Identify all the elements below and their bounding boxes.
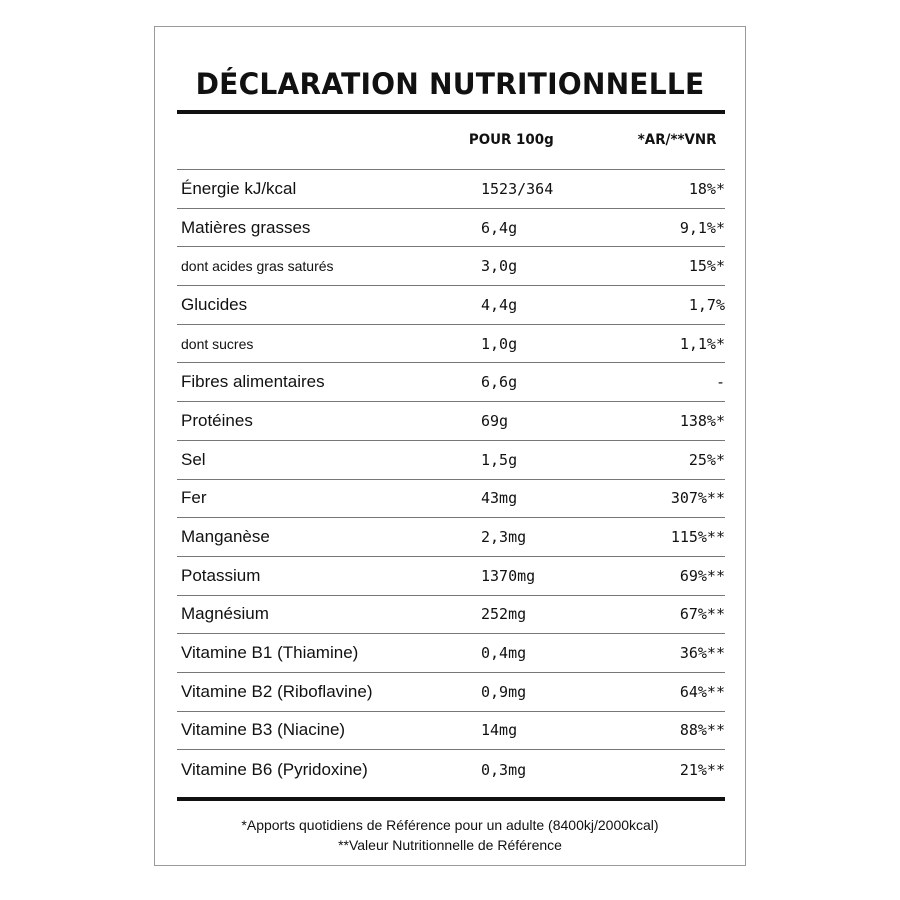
nutrient-name: Protéines xyxy=(181,410,253,430)
nutrient-ar-vnr: 18%* xyxy=(688,179,725,198)
nutrient-ar-vnr: 36%** xyxy=(679,644,725,663)
title-divider xyxy=(177,110,725,114)
nutrient-name: Énergie kJ/kcal xyxy=(181,178,297,198)
table-row xyxy=(177,247,725,286)
column-header-ar-vnr: *AR/**VNR xyxy=(637,132,717,148)
nutrient-name: dont sucres xyxy=(181,335,254,352)
nutrient-ar-vnr: 64%** xyxy=(679,682,725,701)
table-row xyxy=(177,634,725,673)
nutrient-ar-vnr: - xyxy=(715,373,725,392)
table-row xyxy=(177,480,725,519)
nutrient-name: Glucides xyxy=(181,294,248,314)
nutrition-label-panel xyxy=(154,26,746,866)
table-row xyxy=(177,673,725,712)
nutrient-name: Matières grasses xyxy=(181,217,311,237)
column-header-per-100g: POUR 100g xyxy=(468,132,554,148)
nutrient-per-100g: 252mg xyxy=(481,605,527,624)
nutrient-per-100g: 6,4g xyxy=(481,218,518,237)
table-row xyxy=(177,557,725,596)
nutrient-name: Fer xyxy=(181,488,207,508)
nutrient-ar-vnr: 1,7% xyxy=(688,295,725,314)
nutrient-name: Magnésium xyxy=(181,604,269,624)
nutrient-name: Potassium xyxy=(181,565,261,585)
table-header xyxy=(177,124,717,160)
nutrient-name: Vitamine B2 (Riboflavine) xyxy=(181,681,373,701)
nutrient-per-100g: 0,3mg xyxy=(481,760,527,779)
nutrient-ar-vnr: 15%* xyxy=(688,257,725,276)
table-row xyxy=(177,750,725,789)
table-row xyxy=(177,712,725,751)
table-row xyxy=(177,209,725,248)
table-row xyxy=(177,170,725,209)
nutrition-table xyxy=(177,170,725,789)
nutrient-ar-vnr: 21%** xyxy=(679,760,725,779)
nutrient-name: Vitamine B6 (Pyridoxine) xyxy=(181,759,368,779)
nutrient-per-100g: 2,3mg xyxy=(481,528,527,547)
footnote-ar: *Apports quotidiens de Référence pour un adulte (8400kj/2000kcal) xyxy=(241,817,659,833)
nutrient-per-100g: 6,6g xyxy=(481,373,518,392)
nutrient-ar-vnr: 307%** xyxy=(670,489,725,508)
table-row xyxy=(177,325,725,364)
footer-divider xyxy=(177,797,725,801)
nutrient-per-100g: 1370mg xyxy=(481,566,536,585)
nutrient-per-100g: 69g xyxy=(481,411,509,430)
nutrient-ar-vnr: 1,1%* xyxy=(679,334,725,353)
table-row xyxy=(177,402,725,441)
table-row xyxy=(177,596,725,635)
nutrient-per-100g: 4,4g xyxy=(481,295,518,314)
nutrient-per-100g: 43mg xyxy=(481,489,518,508)
nutrient-ar-vnr: 88%** xyxy=(679,721,725,740)
nutrient-per-100g: 1,5g xyxy=(481,450,518,469)
table-row xyxy=(177,518,725,557)
nutrient-ar-vnr: 9,1%* xyxy=(679,218,725,237)
nutrient-name: Manganèse xyxy=(181,527,270,547)
nutrient-per-100g: 0,9mg xyxy=(481,682,527,701)
nutrient-ar-vnr: 115%** xyxy=(670,528,725,547)
nutrient-ar-vnr: 67%** xyxy=(679,605,725,624)
nutrient-ar-vnr: 69%** xyxy=(679,566,725,585)
table-row xyxy=(177,363,725,402)
nutrient-name: dont acides gras saturés xyxy=(181,258,334,275)
nutrient-per-100g: 3,0g xyxy=(481,257,518,276)
nutrient-name: Vitamine B3 (Niacine) xyxy=(181,720,346,740)
nutrient-name: Sel xyxy=(181,449,206,469)
nutrient-per-100g: 0,4mg xyxy=(481,644,527,663)
nutrient-per-100g: 1523/364 xyxy=(481,179,554,198)
nutrient-ar-vnr: 25%* xyxy=(688,450,725,469)
nutrient-name: Vitamine B1 (Thiamine) xyxy=(181,643,359,663)
nutrient-name: Fibres alimentaires xyxy=(181,372,325,392)
nutrient-per-100g: 14mg xyxy=(481,721,518,740)
page-title: DÉCLARATION NUTRITIONNELLE xyxy=(195,67,705,101)
footnote-vnr: **Valeur Nutritionnelle de Référence xyxy=(338,837,562,853)
table-row xyxy=(177,286,725,325)
nutrient-ar-vnr: 138%* xyxy=(679,411,725,430)
table-row xyxy=(177,441,725,480)
nutrient-per-100g: 1,0g xyxy=(481,334,518,353)
